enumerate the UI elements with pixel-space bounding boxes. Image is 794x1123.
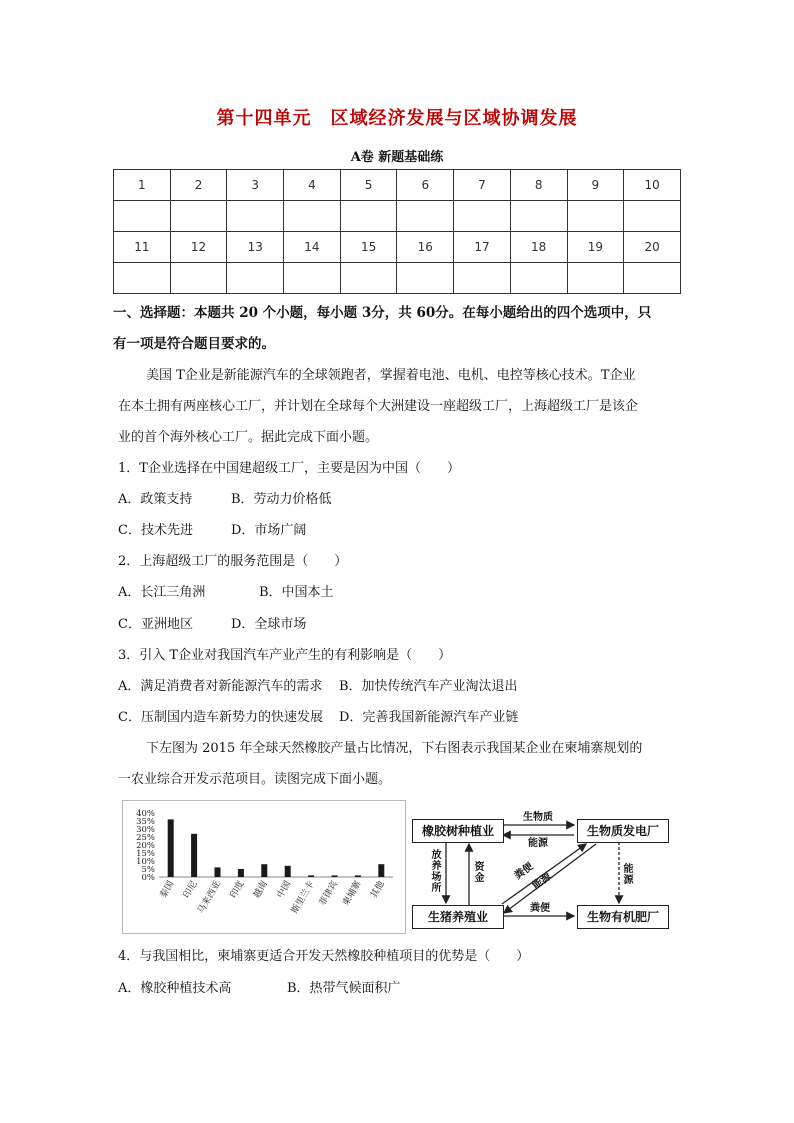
- answer-cell[interactable]: [397, 201, 454, 232]
- bar-印尼: [191, 834, 197, 877]
- bar-印度: [238, 869, 244, 877]
- passage2-line2: 一农业综合开发示范项目。读图完成下面小题。: [118, 772, 392, 787]
- table-cell: 14: [284, 232, 341, 263]
- y-tick-label: 25%: [136, 833, 155, 843]
- answer-cell[interactable]: [510, 201, 567, 232]
- y-tick-label: 20%: [136, 841, 155, 851]
- answer-cell[interactable]: [567, 201, 624, 232]
- table-cell: 6: [397, 170, 454, 201]
- y-tick-label: 0%: [141, 873, 155, 883]
- answer-cell[interactable]: [454, 263, 511, 294]
- answer-table-number-row: [114, 170, 681, 201]
- q3-stem: 3．引入 T企业对我国汽车产业产生的有利影响是（ ）: [118, 648, 452, 663]
- x-tick-label: 泰国: [158, 879, 177, 901]
- node-biomass-power: 生物质发电厂: [577, 819, 669, 843]
- x-tick-label: 其他: [369, 879, 387, 901]
- q1-stem: 1．T企业选择在中国建超级工厂，主要是因为中国（ ）: [118, 461, 460, 476]
- q3-option-a[interactable]: A．满足消费者对新能源汽车的需求: [118, 679, 323, 694]
- table-cell: 12: [170, 232, 227, 263]
- passage1-line1: 美国 T企业是新能源汽车的全球领跑者，掌握着电池、电机、电控等核心技术。T企业: [146, 368, 636, 383]
- label-biomass: 生物质: [523, 812, 553, 823]
- answer-cell[interactable]: [114, 201, 171, 232]
- answer-cell[interactable]: [284, 263, 341, 294]
- x-tick-label: 中国: [275, 879, 294, 901]
- q3-option-b[interactable]: B．加快传统汽车产业淘汰退出: [339, 679, 518, 694]
- label-energy-right: 能源: [623, 864, 634, 886]
- answer-cell[interactable]: [510, 263, 567, 294]
- x-tick-label: 印度: [228, 879, 247, 901]
- q1-option-c[interactable]: C．技术先进: [118, 523, 193, 538]
- table-cell: 4: [284, 170, 341, 201]
- table-cell: 2: [170, 170, 227, 201]
- table-cell: 9: [567, 170, 624, 201]
- answer-cell[interactable]: [284, 201, 341, 232]
- passage2-line1: 下左图为 2015 年全球天然橡胶产量占比情况，下右图表示我国某企业在柬埔寨规划的: [146, 741, 643, 756]
- table-cell: 8: [510, 170, 567, 201]
- answer-table-blank-row: [114, 263, 681, 294]
- bar-中国: [285, 866, 291, 877]
- q2-option-d[interactable]: D．全球市场: [231, 617, 307, 632]
- answer-table-blank-row: [114, 201, 681, 232]
- section-heading-line2: 有一项是符合题目要求的。: [113, 336, 275, 352]
- bar-越南: [261, 864, 267, 877]
- page-title: 第十四单元 区域经济发展与区域协调发展: [216, 108, 578, 129]
- x-tick-label: 菲律宾: [317, 879, 341, 908]
- y-tick-label: 15%: [136, 849, 155, 859]
- q4-stem: 4．与我国相比，柬埔寨更适合开发天然橡胶种植项目的优势是（ ）: [118, 949, 530, 964]
- table-cell: 10: [624, 170, 681, 201]
- answer-cell[interactable]: [227, 201, 284, 232]
- label-energy-diagonal: 能源: [530, 871, 554, 892]
- q3-option-c[interactable]: C．压制国内造车新势力的快速发展: [118, 710, 323, 725]
- y-tick-label: 30%: [136, 825, 155, 835]
- label-fund: 资金: [474, 862, 485, 884]
- answer-cell[interactable]: [624, 263, 681, 294]
- answer-cell[interactable]: [340, 263, 397, 294]
- bar-菲律宾: [332, 875, 338, 877]
- answer-cell[interactable]: [170, 201, 227, 232]
- table-cell: 17: [454, 232, 511, 263]
- q4-option-b[interactable]: B．热带气候面积广: [287, 981, 401, 996]
- table-cell: 1: [114, 170, 171, 201]
- bar-柬埔寨: [355, 875, 361, 877]
- q1-option-b[interactable]: B．劳动力价格低: [231, 492, 332, 507]
- passage1-line2: 在本土拥有两座核心工厂，并计划在全球每个大洲建设一座超级工厂，上海超级工厂是该企: [118, 399, 639, 414]
- answer-table-number-row: [114, 232, 681, 263]
- bar-泰国: [168, 819, 174, 877]
- table-cell: 15: [340, 232, 397, 263]
- agriculture-flow-diagram: [410, 806, 672, 932]
- answer-cell[interactable]: [397, 263, 454, 294]
- table-cell: 20: [624, 232, 681, 263]
- label-manure-diagonal: 粪便: [512, 861, 536, 882]
- y-tick-label: 10%: [136, 857, 155, 867]
- label-grazing-site: 放养场所: [431, 850, 442, 894]
- node-pig-farming: 生猪养殖业: [412, 905, 504, 929]
- answer-cell[interactable]: [227, 263, 284, 294]
- section-heading-line1: 一、选择题：本题共 20 个小题，每小题 3分，共 60分。在每小题给出的四个选项中，只: [113, 305, 652, 321]
- x-tick-label: 柬埔寨: [341, 879, 364, 908]
- q2-stem: 2．上海超级工厂的服务范围是（ ）: [118, 554, 348, 569]
- q1-option-a[interactable]: A．政策支持: [118, 492, 193, 507]
- answer-cell[interactable]: [170, 263, 227, 294]
- q2-option-a[interactable]: A．长江三角洲: [118, 585, 206, 600]
- q2-option-c[interactable]: C．亚洲地区: [118, 617, 193, 632]
- node-rubber-planting: 橡胶树种植业: [412, 819, 504, 843]
- table-cell: 3: [227, 170, 284, 201]
- answer-table: [113, 169, 681, 294]
- node-organic-fertilizer: 生物有机肥厂: [577, 905, 669, 929]
- table-cell: 7: [454, 170, 511, 201]
- bar-chart-svg: [123, 801, 405, 933]
- bar-斯里兰卡: [308, 875, 314, 877]
- x-tick-label: 斯里兰卡: [290, 879, 317, 916]
- x-tick-label: 马来西亚: [196, 879, 224, 916]
- y-tick-label: 40%: [136, 809, 155, 819]
- rubber-production-chart: [122, 800, 406, 934]
- bar-其他: [378, 864, 384, 877]
- label-manure-bottom: 粪便: [530, 903, 550, 914]
- page-subtitle: A卷 新题基础练: [350, 150, 444, 165]
- passage1-line3: 业的首个海外核心工厂。据此完成下面小题。: [118, 430, 379, 445]
- table-cell: 13: [227, 232, 284, 263]
- q1-option-d[interactable]: D．市场广阔: [231, 523, 307, 538]
- x-tick-label: 越南: [252, 879, 270, 901]
- answer-cell[interactable]: [454, 201, 511, 232]
- table-cell: 19: [567, 232, 624, 263]
- answer-cell[interactable]: [340, 201, 397, 232]
- table-cell: 16: [397, 232, 454, 263]
- y-tick-label: 5%: [141, 865, 155, 875]
- x-tick-label: 印尼: [182, 879, 200, 901]
- table-cell: 5: [340, 170, 397, 201]
- answer-cell[interactable]: [567, 263, 624, 294]
- label-energy-top: 能源: [528, 838, 548, 849]
- table-cell: 18: [510, 232, 567, 263]
- bar-马来西亚: [215, 867, 221, 877]
- answer-cell[interactable]: [114, 263, 171, 294]
- q2-option-b[interactable]: B．中国本土: [259, 585, 334, 600]
- answer-cell[interactable]: [624, 201, 681, 232]
- q3-option-d[interactable]: D．完善我国新能源汽车产业链: [339, 710, 519, 725]
- table-cell: 11: [114, 232, 171, 263]
- q4-option-a[interactable]: A．橡胶种植技术高: [118, 981, 232, 996]
- y-tick-label: 35%: [136, 817, 155, 827]
